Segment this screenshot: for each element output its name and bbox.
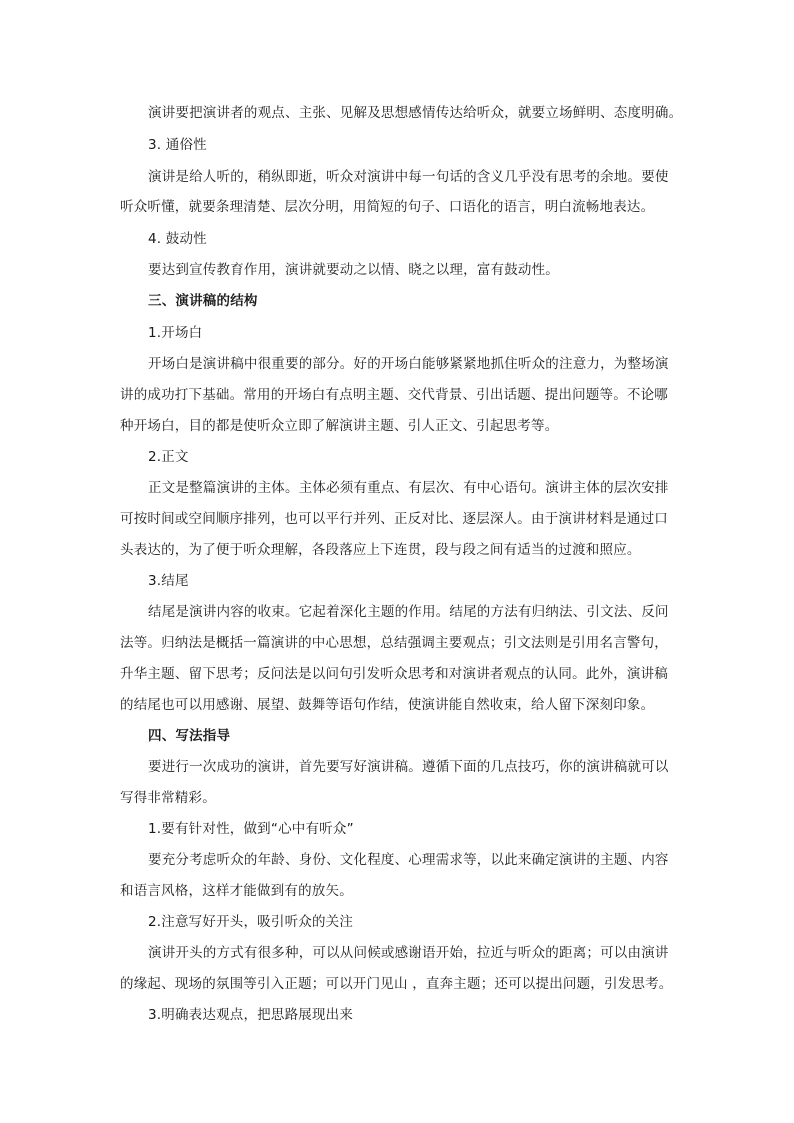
paragraph-line: 的缘起、现场的氛围等引入正题；可以开门见山 ，直奔主题；还可以提出问题，引发思考。 [120,976,673,992]
subheading: 2.正文 [148,449,189,465]
paragraph-line: 升华主题、留下思考；反问法是以问句引发听众思考和对演讲者观点的认同。此外，演讲稿 [120,666,668,682]
paragraph-line: 演讲是给人听的，稍纵即逝，听众对演讲中每一句话的含义几乎没有思考的余地。要使 [148,169,669,185]
paragraph-line: 演讲要把演讲者的观点、主张、见解及思想感情传达给听众，就要立场鲜明、态度明确。 [148,105,683,121]
paragraph-line: 头表达的，为了便于听众理解，各段落应上下连贯，段与段之间有适当的过渡和照应。 [120,542,641,558]
subheading: 3. 通俗性 [148,137,207,153]
section-heading: 四、写法指导 [148,728,231,744]
subheading: 2.注意写好开头，吸引听众的关注 [148,914,354,930]
subheading: 4. 鼓动性 [148,231,207,247]
paragraph-line: 要充分考虑听众的年龄、身份、文化程度、心理需求等，以此来确定演讲的主题、内容 [148,852,669,868]
paragraph-line: 种开场白，目的都是使听众立即了解演讲主题、引人正文、引起思考等。 [120,418,559,434]
paragraph-line: 演讲开头的方式有很多种，可以从问候或感谢语开始，拉近与听众的距离；可以由演讲 [148,945,669,961]
subheading: 3.明确表达观点，把思路展现出来 [148,1007,354,1023]
paragraph-line: 法等。归纳法是概括一篇演讲的中心思想，总结强调主要观点；引文法则是引用名言警句， [120,635,668,651]
paragraph-line: 结尾是演讲内容的收束。它起着深化主题的作用。结尾的方法有归纳法、引文法、反问 [148,604,669,620]
paragraph-line: 听众听懂，就要条理清楚、层次分明，用简短的句子、口语化的语言，明白流畅地表达。 [120,199,655,215]
paragraph-line: 写得非常精彩。 [120,790,216,806]
subheading: 1.开场白 [148,325,203,341]
paragraph-line: 要达到宣传教育作用，演讲就要动之以情、晓之以理，富有鼓动性。 [148,262,559,278]
paragraph-line: 要进行一次成功的演讲，首先要写好演讲稿。遵循下面的几点技巧，你的演讲稿就可以 [148,759,669,775]
paragraph-line: 可按时间或空间顺序排列，也可以平行并列、正反对比、逐层深人。由于演讲材料是通过口 [120,511,668,527]
paragraph-line: 正文是整篇演讲的主体。主体必须有重点、有层次、有中心语句。演讲主体的层次安排 [148,480,669,496]
paragraph-line: 开场白是演讲稿中很重要的部分。好的开场白能够紧紧地抓住听众的注意力，为整场演 [148,356,669,372]
paragraph-line: 和语言风格，这样才能做到有的放矢。 [120,883,353,899]
subheading: 1.要有针对性，做到“心中有听众” [148,821,354,837]
paragraph-line: 的结尾也可以用感谢、展望、鼓舞等语句作结，使演讲能自然收束，给人留下深刻印象。 [120,697,655,713]
paragraph-line: 讲的成功打下基础。常用的开场白有点明主题、交代背景、引出话题、提出问题等。不论哪 [120,387,668,403]
section-heading: 三、演讲稿的结构 [148,293,258,309]
subheading: 3.结尾 [148,573,189,589]
